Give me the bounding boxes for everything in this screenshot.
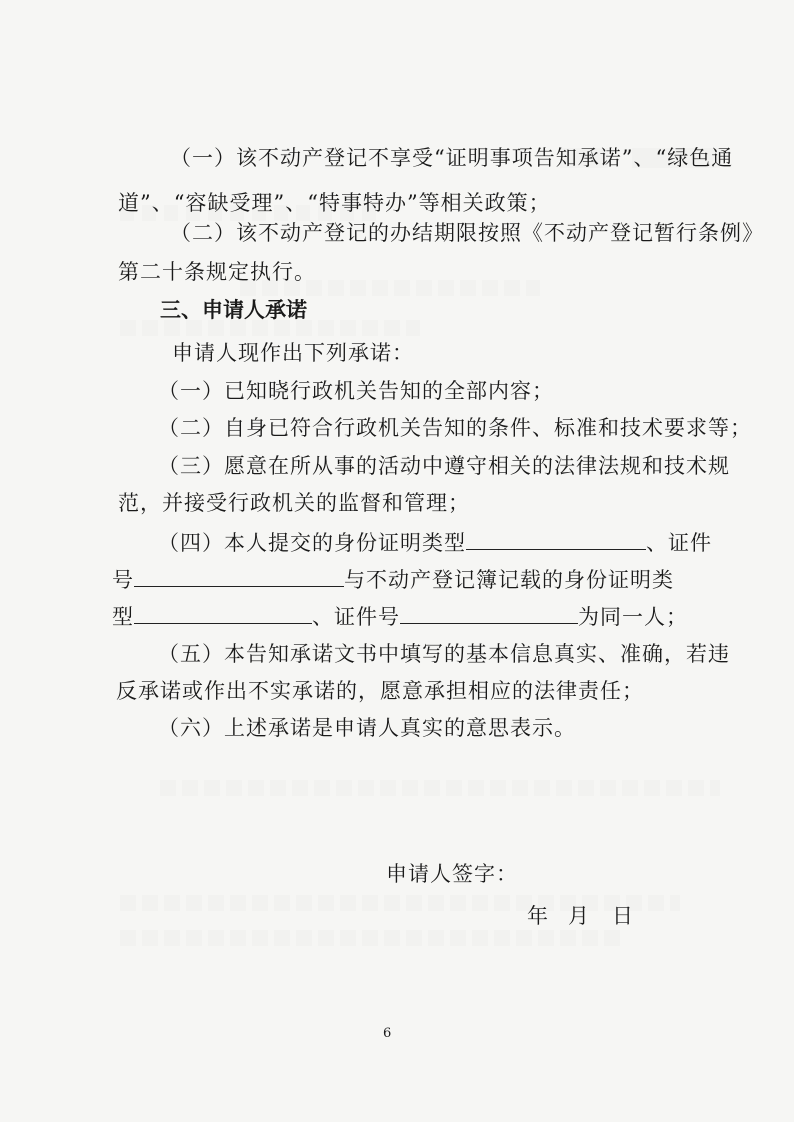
item-4-text-c: 号 (112, 568, 134, 592)
signature-date-day: 日 (612, 904, 634, 928)
commitment-item-5-line-2: 反承诺或作出不实承诺的，愿意承担相应的法律责任； (116, 679, 644, 703)
commitment-item-3-line-2: 范，并接受行政机关的监督和管理； (118, 491, 470, 515)
register-id-type-blank (134, 601, 312, 624)
id-type-blank (466, 527, 646, 550)
commitment-item-4-line-3 (112, 601, 688, 631)
commitment-item-1: （一）已知晓行政机关告知的全部内容； (158, 379, 554, 403)
commitment-intro: 申请人现作出下列承诺： (172, 341, 414, 365)
register-id-number-blank (400, 601, 578, 624)
policy-line-2: 道”、“容缺受理”、“特事特办”等相关政策； (118, 191, 551, 215)
item-4-text-f: 、证件号 (312, 605, 400, 629)
signature-date-month: 月 (568, 904, 590, 928)
item-4-text-a: （四）本人提交的身份证明类型 (158, 531, 466, 555)
commitment-item-4-line-1 (158, 527, 712, 557)
commitment-item-6: （六）上述承诺是申请人真实的意思表示。 (158, 716, 576, 740)
policy-line-4: 第二十条规定执行。 (118, 260, 316, 284)
id-number-blank (134, 564, 344, 587)
signature-date-year: 年 (527, 904, 549, 928)
page-number: 6 (383, 1026, 392, 1041)
item-4-text-b: 、证件 (646, 531, 712, 555)
commitment-item-3-line-1: （三）愿意在所从事的活动中遵守相关的法律法规和技术规 (158, 454, 730, 478)
section-heading: 三、申请人承诺 (160, 298, 307, 322)
signature-label: 申请人签字： (386, 862, 518, 886)
commitment-item-2: （二）自身已符合行政机关告知的条件、标准和技术要求等； (158, 416, 752, 440)
policy-line-1: （一）该不动产登记不享受“证明事项告知承诺”、“绿色通 (170, 146, 734, 170)
policy-line-3: （二）该不动产登记的办结期限按照《不动产登记暂行条例》 (170, 221, 764, 245)
item-4-text-g: 为同一人； (578, 605, 688, 629)
commitment-item-5-line-1: （五）本告知承诺文书中填写的基本信息真实、准确，若违 (158, 642, 730, 666)
commitment-item-4-line-2 (112, 564, 674, 594)
item-4-text-e: 型 (112, 605, 134, 629)
item-4-text-d: 与不动产登记簿记载的身份证明类 (344, 568, 674, 592)
